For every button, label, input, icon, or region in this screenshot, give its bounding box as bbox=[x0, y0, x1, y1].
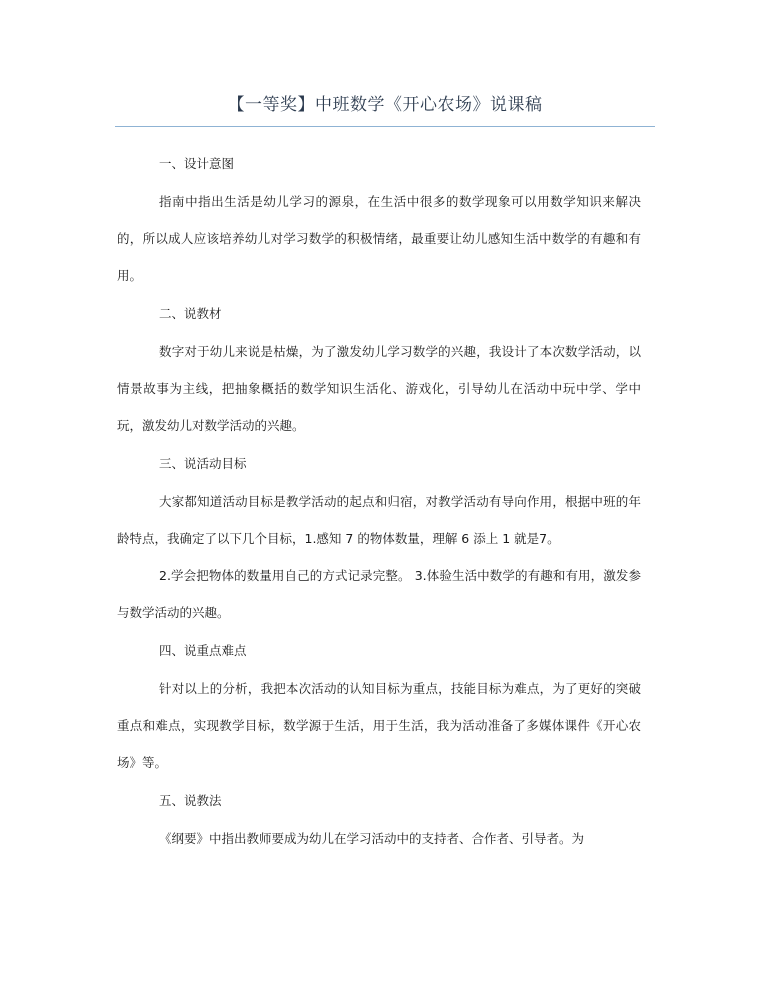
section-paragraph: 《纲要》中指出教师要成为幼儿在学习活动中的支持者、合作者、引导者。为 bbox=[159, 831, 585, 846]
section-paragraph: 数字对于幼儿来说是枯燥，为了激发幼儿学习数学的兴趣，我设计了本次数学活动，以情景故事为主线，把抽象概括的数学知识生活化、游戏化，引导幼儿在活动中玩中学、学中玩，激发幼儿对数学活动的兴趣。 bbox=[117, 344, 641, 433]
section-heading-design-intent: 一、设计意图 bbox=[159, 156, 235, 171]
section-paragraph: 大家都知道活动目标是教学活动的起点和归宿，对教学活动有导向作用，根据中班的年龄特点，我确定了以下几个目标，1.感知 7 的物体数量，理解 6 添上 1 就是7。 bbox=[117, 494, 641, 546]
document-body bbox=[117, 152, 641, 865]
section-paragraph: 针对以上的分析，我把本次活动的认知目标为重点，技能目标为难点，为了更好的突破重点和难点，实现教学目标，数学源于生活，用于生活，我为活动准备了多媒体课件《开心农场》等。 bbox=[117, 681, 641, 770]
document-title: 【一等奖】中班数学《开心农场》说课稿 bbox=[227, 95, 543, 115]
section-paragraph: 指南中指出生活是幼儿学习的源泉，在生活中很多的数学现象可以用数学知识来解决的，所以成人应该培养幼儿对学习数学的积极情绪，最重要让幼儿感知生活中数学的有趣和有用。 bbox=[117, 194, 641, 283]
section-heading-activity-goals: 三、说活动目标 bbox=[159, 456, 247, 471]
section-heading-teaching-method: 五、说教法 bbox=[159, 793, 222, 808]
section-heading-key-difficult-points: 四、说重点难点 bbox=[159, 643, 247, 658]
title-divider bbox=[115, 126, 655, 127]
section-heading-teaching-material: 二、说教材 bbox=[159, 306, 222, 321]
section-paragraph: 2.学会把物体的数量用自己的方式记录完整。 3.体验生活中数学的有趣和有用，激发参与数学活动的兴趣。 bbox=[117, 568, 641, 620]
